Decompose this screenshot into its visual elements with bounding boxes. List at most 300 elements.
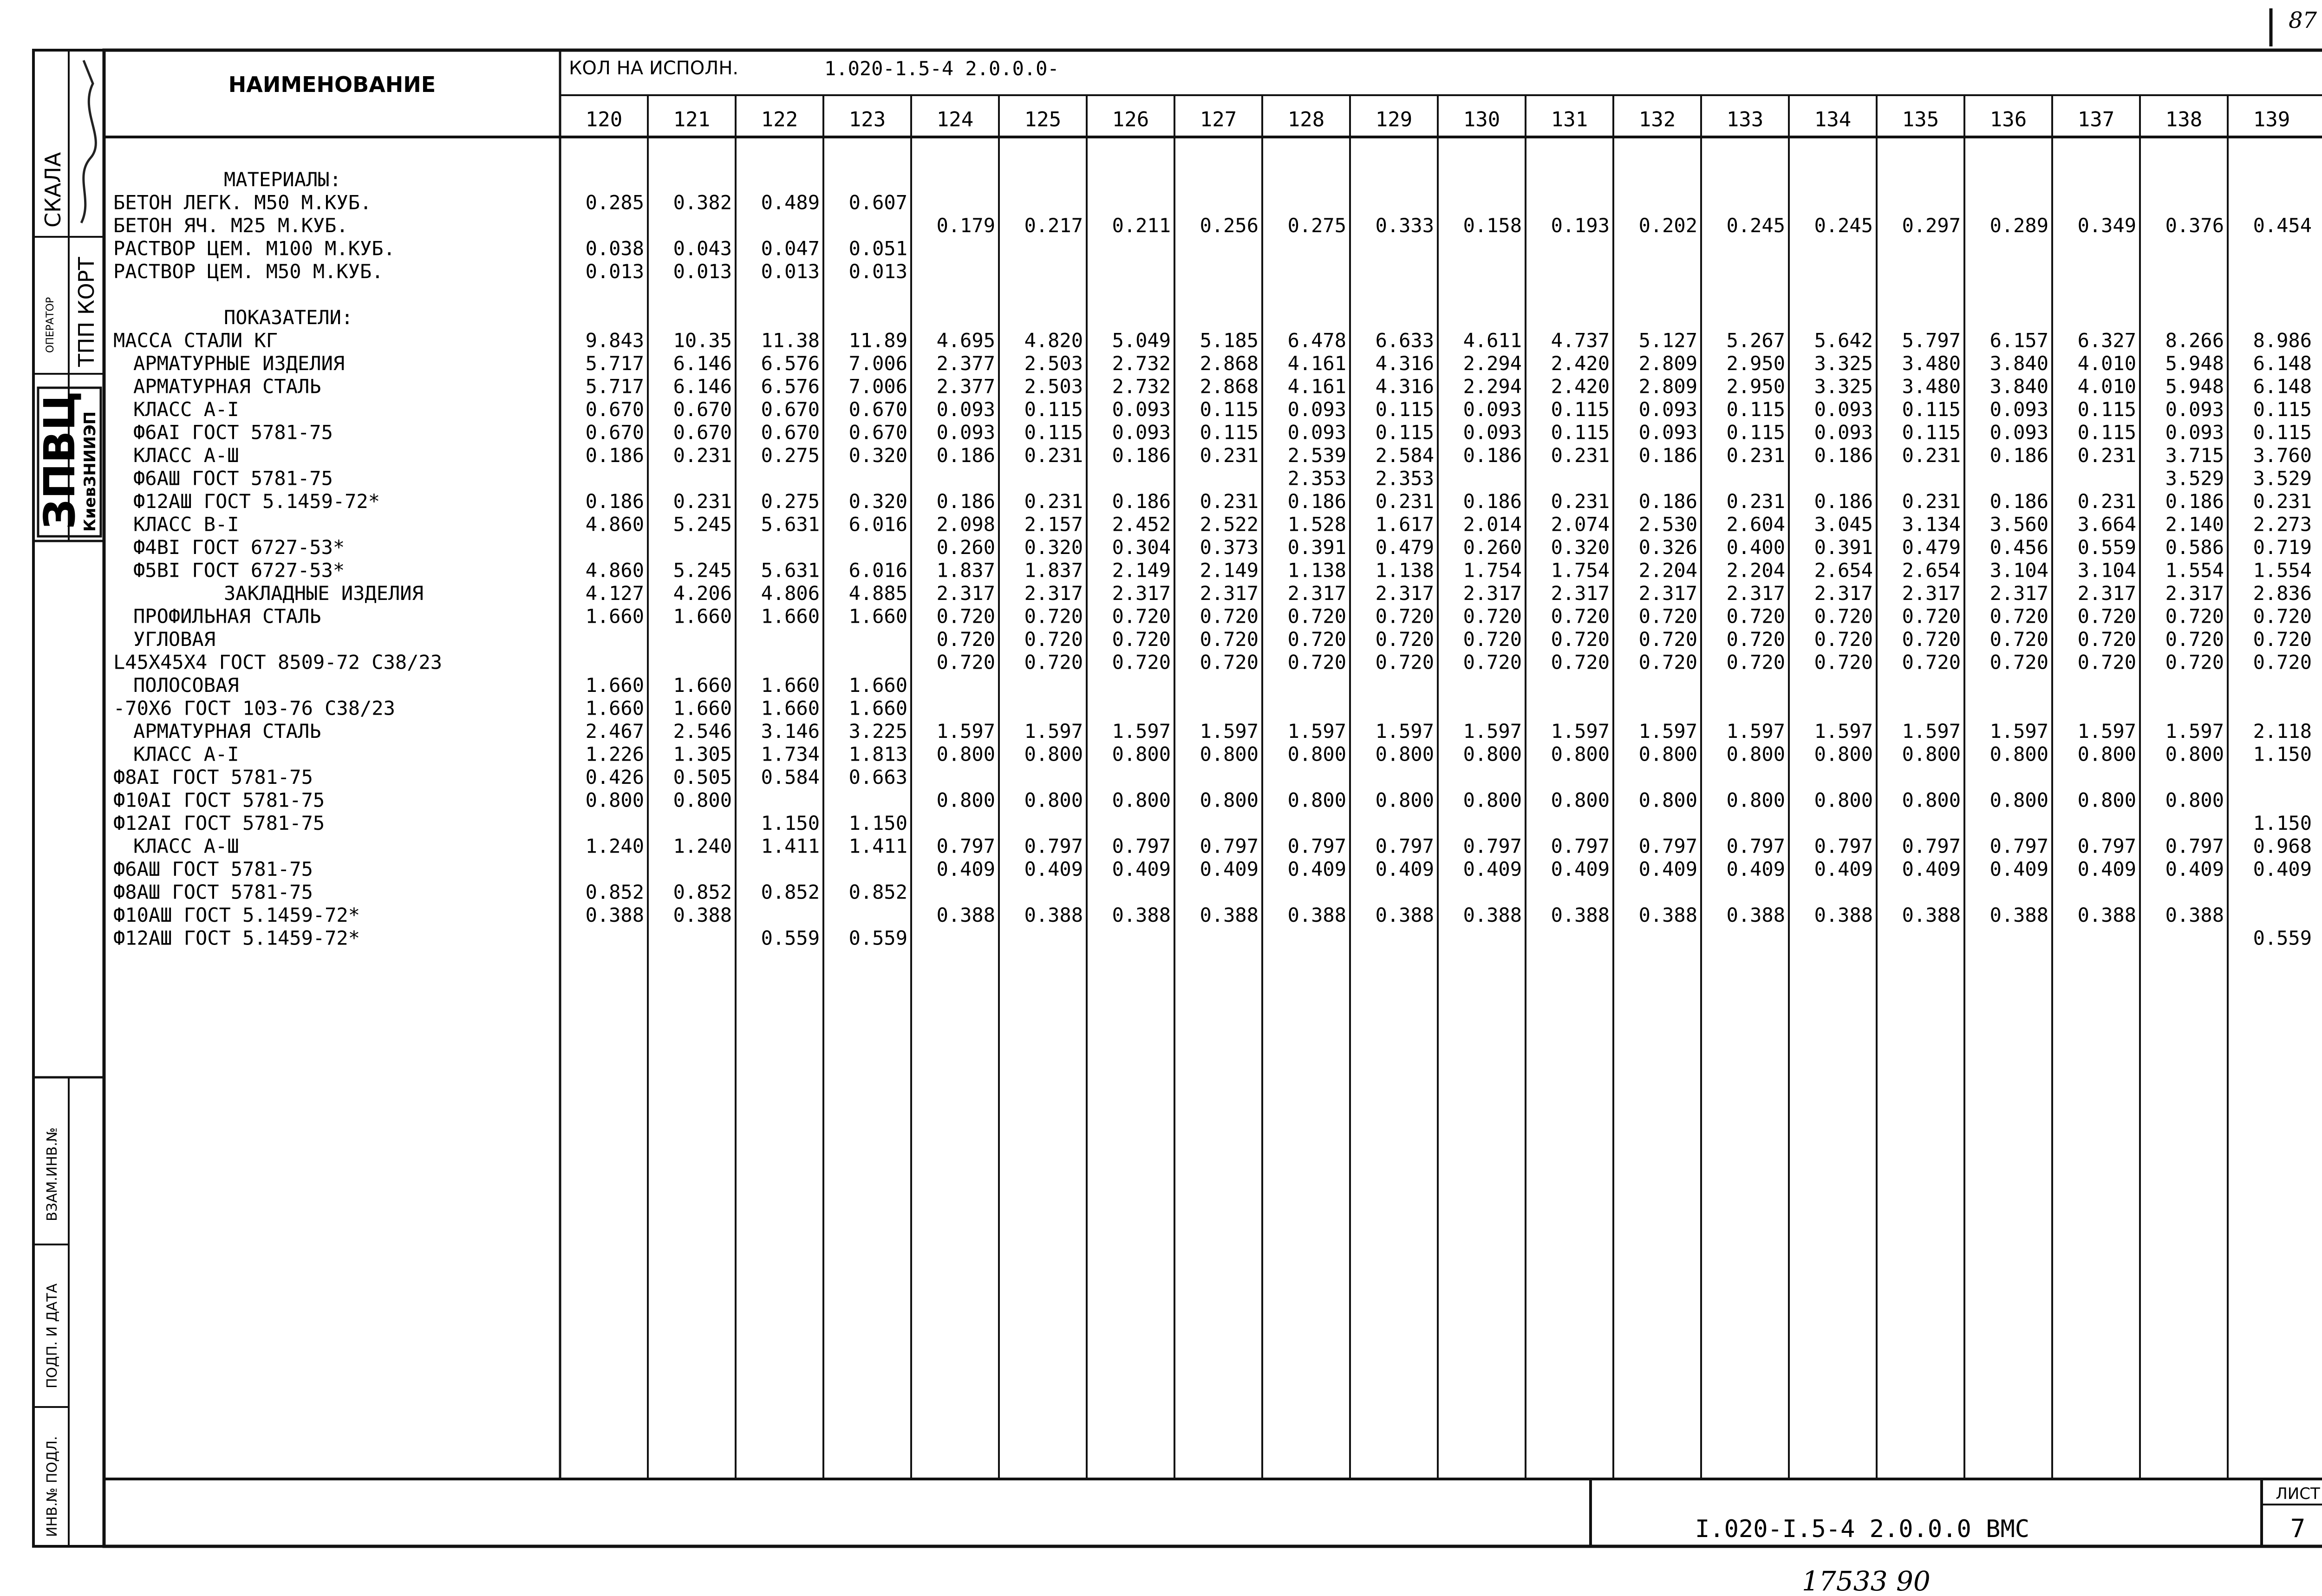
table-cell: 0.797 (1551, 834, 1610, 858)
table-cell: 0.326 (1638, 536, 1697, 559)
table-cell: 0.260 (936, 536, 995, 559)
table-cell: 1.597 (1902, 720, 1961, 743)
table-cell: 1.660 (585, 605, 644, 628)
row-label: МАТЕРИАЛЫ: (224, 168, 341, 191)
table-cell: 0.797 (1024, 834, 1083, 858)
table-cell: 8.986 (2253, 329, 2312, 352)
table-cell: 0.720 (1200, 605, 1259, 628)
table-cell: 10.35 (673, 329, 732, 352)
table-cell: 0.093 (1989, 421, 2048, 444)
table-cell: 0.388 (1726, 904, 1785, 926)
table-cell: 0.211 (1112, 214, 1171, 237)
table-cell: 0.456 (1989, 536, 2048, 559)
table-cell: 1.150 (848, 812, 907, 834)
inv-podl-label: ИНВ.№ ПОДЛ. (44, 1436, 60, 1537)
table-cell: 0.720 (1200, 651, 1259, 674)
table-cell: 0.093 (1287, 398, 1346, 421)
table-cell: 1.597 (1287, 720, 1346, 743)
corner-page-mark: 87 (2289, 7, 2317, 33)
table-cell: 0.231 (1375, 490, 1434, 513)
table-cell: 1.660 (848, 697, 907, 720)
table-cell: 0.391 (1814, 536, 1873, 559)
table-cell: 0.720 (1902, 651, 1961, 674)
table-cell: 0.720 (1375, 651, 1434, 674)
table-cell: 3.760 (2253, 444, 2312, 467)
table-cell: 2.503 (1024, 352, 1083, 375)
table-cell: 0.115 (2253, 398, 2312, 421)
sheet-number: 7 (2290, 1514, 2306, 1543)
table-cell: 0.186 (1112, 444, 1171, 467)
variant-column-header: 127 (1200, 108, 1237, 131)
table-cell: 7.006 (848, 352, 907, 375)
table-cell: 2.654 (1902, 559, 1961, 582)
table-cell: 0.800 (1112, 788, 1171, 812)
table-cell: 0.409 (936, 858, 995, 880)
table-cell: 0.388 (1814, 904, 1873, 926)
table-cell: 0.038 (585, 237, 644, 260)
table-cell: 3.560 (1989, 513, 2048, 536)
table-cell: 0.720 (1112, 628, 1171, 651)
table-cell: 0.409 (1375, 858, 1434, 880)
row-label: Ф4ВI ГОСТ 6727-53* (133, 536, 345, 559)
table-cell: 0.289 (1989, 214, 2048, 237)
row-label: РАСТВОР ЦЕМ. М50 М.КУБ. (113, 260, 384, 283)
org-label: КиевЗНИИЭП (81, 411, 99, 532)
table-cell: 0.093 (1112, 421, 1171, 444)
table-cell: 0.093 (1112, 398, 1171, 421)
table-cell: 0.559 (2253, 926, 2312, 950)
zpvc-logo: ЗПВЦ (35, 391, 85, 529)
table-cell: 1.528 (1287, 513, 1346, 536)
table-cell: 0.275 (761, 490, 820, 513)
table-cell: 0.231 (1551, 444, 1610, 467)
table-cell: 2.294 (1463, 352, 1522, 375)
table-cell: 2.149 (1200, 559, 1259, 582)
table-cell: 1.240 (585, 834, 644, 858)
table-cell: 0.115 (2253, 421, 2312, 444)
table-cell: 1.660 (673, 605, 732, 628)
table-cell: 0.720 (1638, 628, 1697, 651)
table-cell: 0.231 (2077, 444, 2136, 467)
table-cell: 0.013 (673, 260, 732, 283)
table-cell: 0.304 (1112, 536, 1171, 559)
table-cell: 2.868 (1200, 375, 1259, 398)
table-cell: 1.597 (1551, 720, 1610, 743)
table-cell: 2.353 (1287, 467, 1346, 490)
table-cell: 3.480 (1902, 352, 1961, 375)
table-cell: 0.285 (585, 191, 644, 214)
variant-column-header: 128 (1287, 108, 1325, 131)
table-cell: 0.800 (1726, 743, 1785, 766)
table-cell: 0.231 (1200, 444, 1259, 467)
archive-number-handwritten: 17533 90 (1802, 1565, 1931, 1596)
table-cell: 0.376 (2165, 214, 2224, 237)
table-cell: 1.597 (1463, 720, 1522, 743)
table-cell: 2.317 (1200, 582, 1259, 605)
table-cell: 1.660 (673, 674, 732, 697)
table-cell: 0.720 (2165, 628, 2224, 651)
sheet-label: ЛИСТ (2276, 1485, 2320, 1503)
table-cell: 4.860 (585, 513, 644, 536)
table-cell: 0.800 (1551, 788, 1610, 812)
table-cell: 6.576 (761, 352, 820, 375)
table-cell: 2.074 (1551, 513, 1610, 536)
table-cell: 0.800 (673, 788, 732, 812)
table-cell: 0.720 (2253, 605, 2312, 628)
table-cell: 7.006 (848, 375, 907, 398)
table-cell: 0.720 (1463, 605, 1522, 628)
table-cell: 0.800 (1814, 743, 1873, 766)
table-cell: 1.813 (848, 743, 907, 766)
table-cell: 2.317 (1112, 582, 1171, 605)
table-cell: 1.597 (1112, 720, 1171, 743)
table-cell: 0.186 (1638, 490, 1697, 513)
table-cell: 5.267 (1726, 329, 1785, 352)
table-cell: 0.186 (1814, 490, 1873, 513)
table-cell: 6.016 (848, 559, 907, 582)
table-cell: 0.800 (1463, 743, 1522, 766)
table-cell: 0.179 (936, 214, 995, 237)
table-cell: 0.186 (1638, 444, 1697, 467)
table-cell: 0.852 (761, 880, 820, 904)
variant-column-header: 124 (936, 108, 974, 131)
table-cell: 0.093 (1638, 398, 1697, 421)
table-cell: 3.529 (2165, 467, 2224, 490)
row-label: КЛАСС А-I (133, 398, 239, 421)
table-cell: 2.140 (2165, 513, 2224, 536)
table-cell: 5.245 (673, 513, 732, 536)
table-cell: 5.631 (761, 513, 820, 536)
table-cell: 4.161 (1287, 375, 1346, 398)
table-cell: 2.317 (1375, 582, 1434, 605)
table-cell: 2.317 (936, 582, 995, 605)
table-cell: 0.800 (1989, 788, 2048, 812)
table-cell: 4.161 (1287, 352, 1346, 375)
table-cell: 0.115 (1551, 421, 1610, 444)
variant-column-header: 122 (761, 108, 798, 131)
table-cell: 1.660 (848, 605, 907, 628)
table-cell: 0.489 (761, 191, 820, 214)
table-cell: 3.529 (2253, 467, 2312, 490)
table-cell: 0.186 (1463, 444, 1522, 467)
table-cell: 4.316 (1375, 352, 1434, 375)
table-cell: 5.245 (673, 559, 732, 582)
table-cell: 1.597 (936, 720, 995, 743)
table-cell: 0.409 (1463, 858, 1522, 880)
table-cell: 0.115 (1902, 398, 1961, 421)
table-cell: 0.409 (1112, 858, 1171, 880)
table-cell: 2.467 (585, 720, 644, 743)
table-cell: 2.452 (1112, 513, 1171, 536)
table-cell: 0.720 (1902, 628, 1961, 651)
table-cell: 2.604 (1726, 513, 1785, 536)
table-cell: 0.720 (1287, 651, 1346, 674)
table-cell: 2.118 (2253, 720, 2312, 743)
table-cell: 0.800 (2077, 788, 2136, 812)
table-cell: 0.800 (1024, 788, 1083, 812)
row-label: Ф6АШ ГОСТ 5781-75 (113, 858, 313, 880)
table-cell: 3.840 (1989, 352, 2048, 375)
table-cell: 0.409 (1200, 858, 1259, 880)
table-cell: 0.720 (1200, 628, 1259, 651)
table-cell: 1.617 (1375, 513, 1434, 536)
table-cell: 0.093 (2165, 398, 2224, 421)
table-cell: 2.530 (1638, 513, 1697, 536)
table-cell: 1.660 (585, 674, 644, 697)
table-cell: 2.014 (1463, 513, 1522, 536)
table-cell: 0.388 (673, 904, 732, 926)
table-cell: 0.231 (2077, 490, 2136, 513)
table-cell: 0.670 (585, 398, 644, 421)
table-cell: 0.720 (1551, 651, 1610, 674)
table-cell: 1.660 (673, 697, 732, 720)
row-label: РАСТВОР ЦЕМ. М100 М.КУБ. (113, 237, 395, 260)
table-cell: 1.226 (585, 743, 644, 766)
table-cell: 2.317 (2165, 582, 2224, 605)
table-cell: 2.420 (1551, 352, 1610, 375)
table-cell: 0.479 (1375, 536, 1434, 559)
row-label: ПОЛОСОВАЯ (133, 674, 239, 697)
table-cell: 0.670 (761, 398, 820, 421)
table-cell: 0.388 (1551, 904, 1610, 926)
row-label: БЕТОН ЛЕГК. М50 М.КУБ. (113, 191, 372, 214)
table-cell: 0.559 (2077, 536, 2136, 559)
table-cell: 1.597 (2077, 720, 2136, 743)
table-cell: 0.186 (1463, 490, 1522, 513)
table-cell: 0.852 (585, 880, 644, 904)
table-cell: 0.720 (1814, 651, 1873, 674)
table-cell: 0.051 (848, 237, 907, 260)
table-cell: 0.800 (1375, 743, 1434, 766)
table-cell: 0.115 (1551, 398, 1610, 421)
podp-data-label: ПОДП. И ДАТА (44, 1283, 60, 1388)
name-column-header: НАИМЕНОВАНИЕ (228, 72, 436, 97)
row-label: ЗАКЛАДНЫЕ ИЗДЕЛИЯ (224, 582, 424, 605)
row-label: ПОКАЗАТЕЛИ: (224, 306, 353, 329)
operator-label: ОПЕРАТОР (45, 297, 56, 353)
variant-column-header: 136 (1989, 108, 2027, 131)
table-cell: 2.420 (1551, 375, 1610, 398)
table-cell: 2.950 (1726, 352, 1785, 375)
table-cell: 0.800 (2077, 743, 2136, 766)
table-cell: 0.720 (1989, 651, 2048, 674)
table-cell: 0.800 (1638, 743, 1697, 766)
table-cell: 0.231 (1726, 444, 1785, 467)
table-cell: 1.305 (673, 743, 732, 766)
table-cell: 0.409 (2165, 858, 2224, 880)
table-cell: 1.597 (2165, 720, 2224, 743)
table-cell: 0.231 (1024, 490, 1083, 513)
row-label: Ф6АШ ГОСТ 5781-75 (133, 467, 333, 490)
table-cell: 1.754 (1463, 559, 1522, 582)
table-cell: 0.720 (1024, 628, 1083, 651)
scale-label: СКАЛА (40, 152, 65, 228)
table-cell: 0.720 (2165, 651, 2224, 674)
variant-column-header: 130 (1463, 108, 1500, 131)
table-cell: 6.157 (1989, 329, 2048, 352)
table-cell: 0.013 (761, 260, 820, 283)
table-cell: 0.720 (2253, 628, 2312, 651)
table-cell: 6.146 (673, 375, 732, 398)
table-cell: 0.186 (936, 490, 995, 513)
table-cell: 0.720 (2077, 651, 2136, 674)
qty-per-variant-label: КОЛ НА ИСПОЛН. (569, 58, 739, 79)
table-cell: 1.660 (761, 605, 820, 628)
table-cell: 0.093 (2165, 421, 2224, 444)
table-cell: 0.670 (848, 398, 907, 421)
table-cell: 11.38 (761, 329, 820, 352)
table-cell: 0.800 (585, 788, 644, 812)
table-cell: 0.260 (1463, 536, 1522, 559)
table-cell: 0.670 (848, 421, 907, 444)
table-cell: 0.505 (673, 766, 732, 788)
table-cell: 0.186 (1814, 444, 1873, 467)
table-cell: 0.409 (1902, 858, 1961, 880)
row-label: КЛАСС В-I (133, 513, 239, 536)
table-cell: 1.150 (2253, 743, 2312, 766)
table-cell: 0.320 (848, 444, 907, 467)
table-cell: 2.732 (1112, 375, 1171, 398)
table-cell: 0.231 (2253, 490, 2312, 513)
table-cell: 0.800 (1463, 788, 1522, 812)
table-cell: 0.800 (1902, 788, 1961, 812)
table-cell: 1.240 (673, 834, 732, 858)
variant-column-header: 121 (673, 108, 711, 131)
table-cell: 0.400 (1726, 536, 1785, 559)
table-cell: 2.317 (1989, 582, 2048, 605)
table-cell: 0.852 (848, 880, 907, 904)
table-cell: 3.480 (1902, 375, 1961, 398)
table-cell: 0.720 (936, 605, 995, 628)
table-cell: 6.576 (761, 375, 820, 398)
table-cell: 0.720 (1638, 651, 1697, 674)
table-cell: 3.104 (1989, 559, 2048, 582)
table-cell: 0.800 (936, 788, 995, 812)
table-cell: 1.597 (1375, 720, 1434, 743)
table-cell: 0.320 (1551, 536, 1610, 559)
table-cell: 6.148 (2253, 352, 2312, 375)
table-cell: 1.138 (1375, 559, 1434, 582)
table-cell: 0.720 (1024, 605, 1083, 628)
table-cell: 0.479 (1902, 536, 1961, 559)
table-cell: 0.093 (1814, 398, 1873, 421)
table-cell: 1.138 (1287, 559, 1346, 582)
table-cell: 0.093 (1287, 421, 1346, 444)
table-cell: 0.231 (673, 444, 732, 467)
table-cell: 0.186 (1112, 490, 1171, 513)
table-cell: 0.275 (1287, 214, 1346, 237)
table-cell: 3.325 (1814, 375, 1873, 398)
table-cell: 0.245 (1814, 214, 1873, 237)
table-cell: 0.093 (1463, 398, 1522, 421)
table-cell: 2.317 (1287, 582, 1346, 605)
table-cell: 2.317 (1551, 582, 1610, 605)
table-cell: 0.800 (1112, 743, 1171, 766)
table-cell: 4.010 (2077, 352, 2136, 375)
variant-code-prefix: 1.020-1.5-4 2.0.0.0- (824, 57, 1059, 80)
table-cell: 5.717 (585, 375, 644, 398)
variant-column-header: 135 (1902, 108, 1939, 131)
table-cell: 2.377 (936, 375, 995, 398)
row-label: КЛАСС А-Ш (133, 834, 239, 858)
table-cell: 6.146 (673, 352, 732, 375)
table-cell: 6.633 (1375, 329, 1434, 352)
row-label: АРМАТУРНЫЕ ИЗДЕЛИЯ (133, 352, 345, 375)
table-cell: 0.388 (1287, 904, 1346, 926)
table-cell: 0.800 (1902, 743, 1961, 766)
table-cell: 0.388 (2165, 904, 2224, 926)
table-cell: 0.797 (1200, 834, 1259, 858)
table-cell: 0.800 (1200, 743, 1259, 766)
table-cell: 0.409 (2253, 858, 2312, 880)
table-cell: 0.388 (1463, 904, 1522, 926)
variant-column-header: 134 (1814, 108, 1852, 131)
table-cell: 0.043 (673, 237, 732, 260)
table-cell: 2.204 (1638, 559, 1697, 582)
table-cell: 4.316 (1375, 375, 1434, 398)
table-cell: 1.411 (761, 834, 820, 858)
table-cell: 0.320 (848, 490, 907, 513)
table-cell: 0.720 (1726, 651, 1785, 674)
table-cell: 0.186 (1287, 490, 1346, 513)
table-cell: 6.327 (2077, 329, 2136, 352)
table-cell: 0.158 (1463, 214, 1522, 237)
table-cell: 0.720 (1287, 628, 1346, 651)
table-cell: 2.317 (1814, 582, 1873, 605)
table-cell: 0.297 (1902, 214, 1961, 237)
variant-column-header: 120 (585, 108, 623, 131)
table-cell: 4.806 (761, 582, 820, 605)
table-cell: 0.800 (1375, 788, 1434, 812)
table-cell: 0.720 (1726, 605, 1785, 628)
table-cell: 1.837 (936, 559, 995, 582)
table-cell: 11.89 (848, 329, 907, 352)
table-cell: 0.186 (2165, 490, 2224, 513)
row-label: Ф12АШ ГОСТ 5.1459-72* (133, 490, 380, 513)
document-code: I.020-I.5-4 2.0.0.0 ВМС (1695, 1515, 2030, 1543)
table-cell: 9.843 (585, 329, 644, 352)
table-cell: 0.409 (2077, 858, 2136, 880)
table-cell: 0.800 (2165, 743, 2224, 766)
table-cell: 0.720 (936, 651, 995, 674)
table-cell: 0.115 (1375, 398, 1434, 421)
table-cell: 1.837 (1024, 559, 1083, 582)
table-cell: 1.754 (1551, 559, 1610, 582)
table-cell: 0.349 (2077, 214, 2136, 237)
table-cell: 2.584 (1375, 444, 1434, 467)
table-cell: 0.720 (1814, 628, 1873, 651)
table-cell: 2.098 (936, 513, 995, 536)
table-cell: 0.115 (1024, 421, 1083, 444)
table-cell: 0.231 (1902, 444, 1961, 467)
table-cell: 0.720 (1463, 628, 1522, 651)
variant-column-header: 131 (1551, 108, 1588, 131)
table-cell: 0.800 (1726, 788, 1785, 812)
variant-column-header: 125 (1024, 108, 1062, 131)
table-cell: 0.245 (1726, 214, 1785, 237)
table-cell: 0.115 (1200, 421, 1259, 444)
table-cell: 2.149 (1112, 559, 1171, 582)
table-cell: 1.411 (848, 834, 907, 858)
table-cell: 2.654 (1814, 559, 1873, 582)
table-cell: 0.797 (1814, 834, 1873, 858)
table-cell: 0.047 (761, 237, 820, 260)
table-cell: 6.016 (848, 513, 907, 536)
table-cell: 0.202 (1638, 214, 1697, 237)
row-label: КЛАСС А-Ш (133, 444, 239, 467)
table-cell: 0.607 (848, 191, 907, 214)
table-cell: 0.797 (1902, 834, 1961, 858)
